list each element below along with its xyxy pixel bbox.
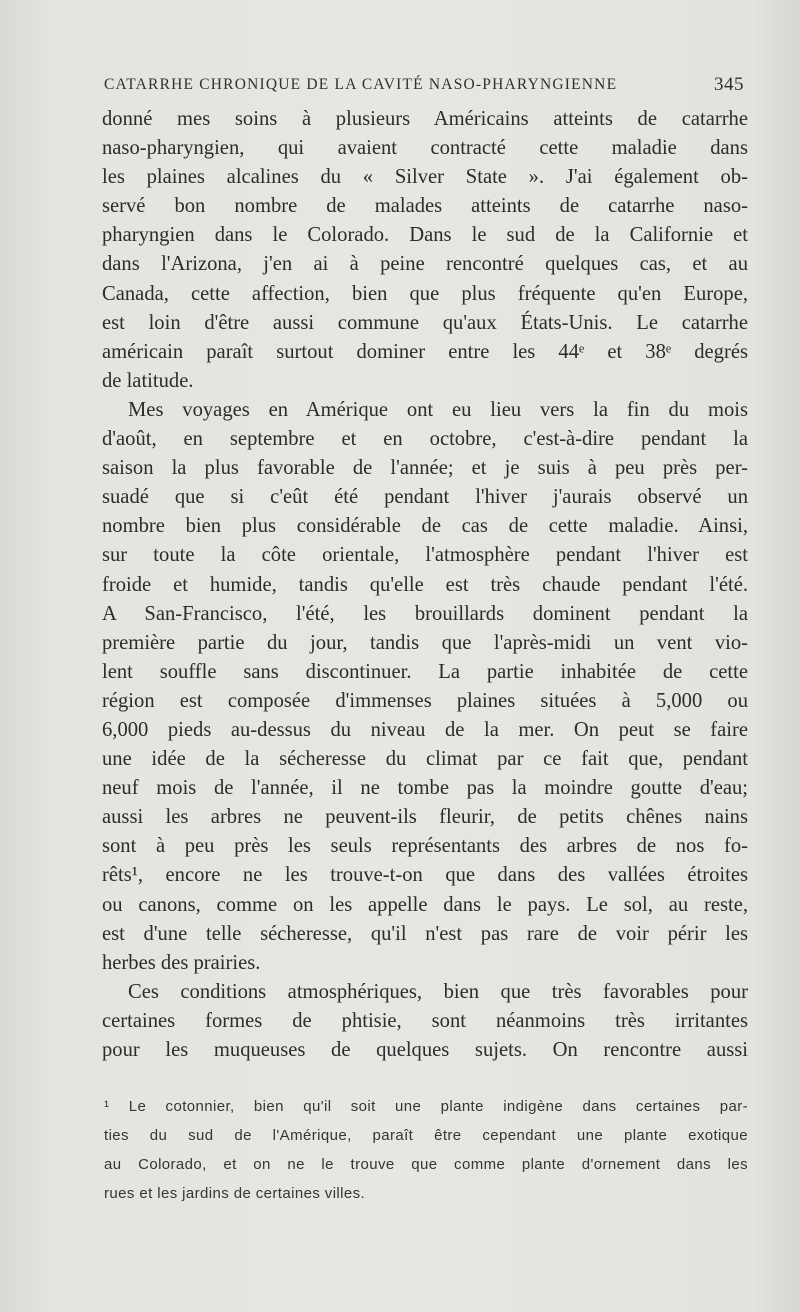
text-line: sur toute la côte orientale, l'atmosphère pendant l'hiver est <box>102 544 748 567</box>
text-line: une idée de la sécheresse du climat par ce fait que, pendant <box>102 748 748 771</box>
footnote-line: rues et les jardins de certaines villes. <box>104 1185 366 1203</box>
text-line: Mes voyages en Amérique ont eu lieu vers la fin du mois <box>128 398 748 421</box>
text-line: certaines formes de phtisie, sont néanmoins très irritantes <box>102 1009 748 1032</box>
text-line: dans l'Arizona, j'en ai à peine rencontré quelques cas, et au <box>102 253 748 276</box>
text-line: lent souffle sans discontinuer. La partie inhabitée de cette <box>102 660 748 683</box>
text-line: donné mes soins à plusieurs Américains atteints de catarrhe <box>102 108 748 130</box>
text-line: servé bon nombre de malades atteints de catarrhe naso- <box>102 195 748 218</box>
paragraph-3 <box>102 978 748 1065</box>
text-line: herbes des prairies. <box>102 951 261 974</box>
text-line: région est composée d'immenses plaines situées à 5,000 ou <box>102 689 748 712</box>
text-line: Canada, cette affection, bien que plus fréquente qu'en Europe, <box>102 282 748 305</box>
running-title: CATARRHE CHRONIQUE DE LA CAVITÉ NASO-PHARYNGIENNE <box>104 76 618 93</box>
text-line: les plaines alcalines du « Silver State ». J'ai également ob- <box>102 166 748 189</box>
body-text <box>102 105 748 1065</box>
text-line: pour les muqueuses de quelques sujets. On rencontre aussi <box>102 1039 748 1061</box>
footnote-line: au Colorado, et on ne le trouve que comme plante d'ornement dans les <box>104 1156 748 1174</box>
text-line: sont à peu près les seuls représentants des arbres de nos fo- <box>102 835 748 858</box>
text-line: suadé que si c'eût été pendant l'hiver j'aurais observé un <box>102 486 748 509</box>
text-line: 6,000 pieds au-dessus du niveau de la mer. On peut se faire <box>102 718 748 741</box>
text-line: Ces conditions atmosphériques, bien que très favorables pour <box>128 980 748 1003</box>
page-number: 345 <box>714 74 744 95</box>
paragraph-1 <box>102 105 748 396</box>
text-line: saison la plus favorable de l'année; et je suis à peu près per- <box>102 457 748 480</box>
text-line: américain paraît surtout dominer entre les 44ᵉ et 38ᵉ degrés <box>102 340 748 363</box>
text-line: de latitude. <box>102 369 194 392</box>
text-line: A San-Francisco, l'été, les brouillards dominent pendant la <box>102 602 748 625</box>
text-line: neuf mois de l'année, il ne tombe pas la moindre goutte d'eau; <box>102 777 748 800</box>
footnote-line: ties du sud de l'Amérique, paraît être cependant une plante exotique <box>104 1127 748 1145</box>
text-line: est loin d'être aussi commune qu'aux États-Unis. Le catarrhe <box>102 311 748 334</box>
text-line: aussi les arbres ne peuvent-ils fleurir, de petits chênes nains <box>102 806 748 829</box>
text-line: rêts¹, encore ne les trouve-t-on que dans des vallées étroites <box>102 864 748 887</box>
text-line: première partie du jour, tandis que l'après-midi un vent vio- <box>102 631 748 654</box>
paragraph-2 <box>102 396 748 978</box>
running-header <box>104 76 744 98</box>
text-line: est d'une telle sécheresse, qu'il n'est pas rare de voir périr les <box>102 922 748 945</box>
footnote-line: ¹ Le cotonnier, bien qu'il soit une plante indigène dans certaines par- <box>104 1098 748 1115</box>
text-line: froide et humide, tandis qu'elle est très chaude pendant l'été. <box>102 573 748 596</box>
text-line: naso-pharyngien, qui avaient contracté cette maladie dans <box>102 137 748 160</box>
text-line: pharyngien dans le Colorado. Dans le sud de la Californie et <box>102 224 748 247</box>
footnote <box>104 1095 748 1211</box>
text-line: ou canons, comme on les appelle dans le pays. Le sol, au reste, <box>102 893 748 916</box>
text-line: d'août, en septembre et en octobre, c'est-à-dire pendant la <box>102 428 748 451</box>
text-line: nombre bien plus considérable de cas de cette maladie. Ainsi, <box>102 515 748 538</box>
